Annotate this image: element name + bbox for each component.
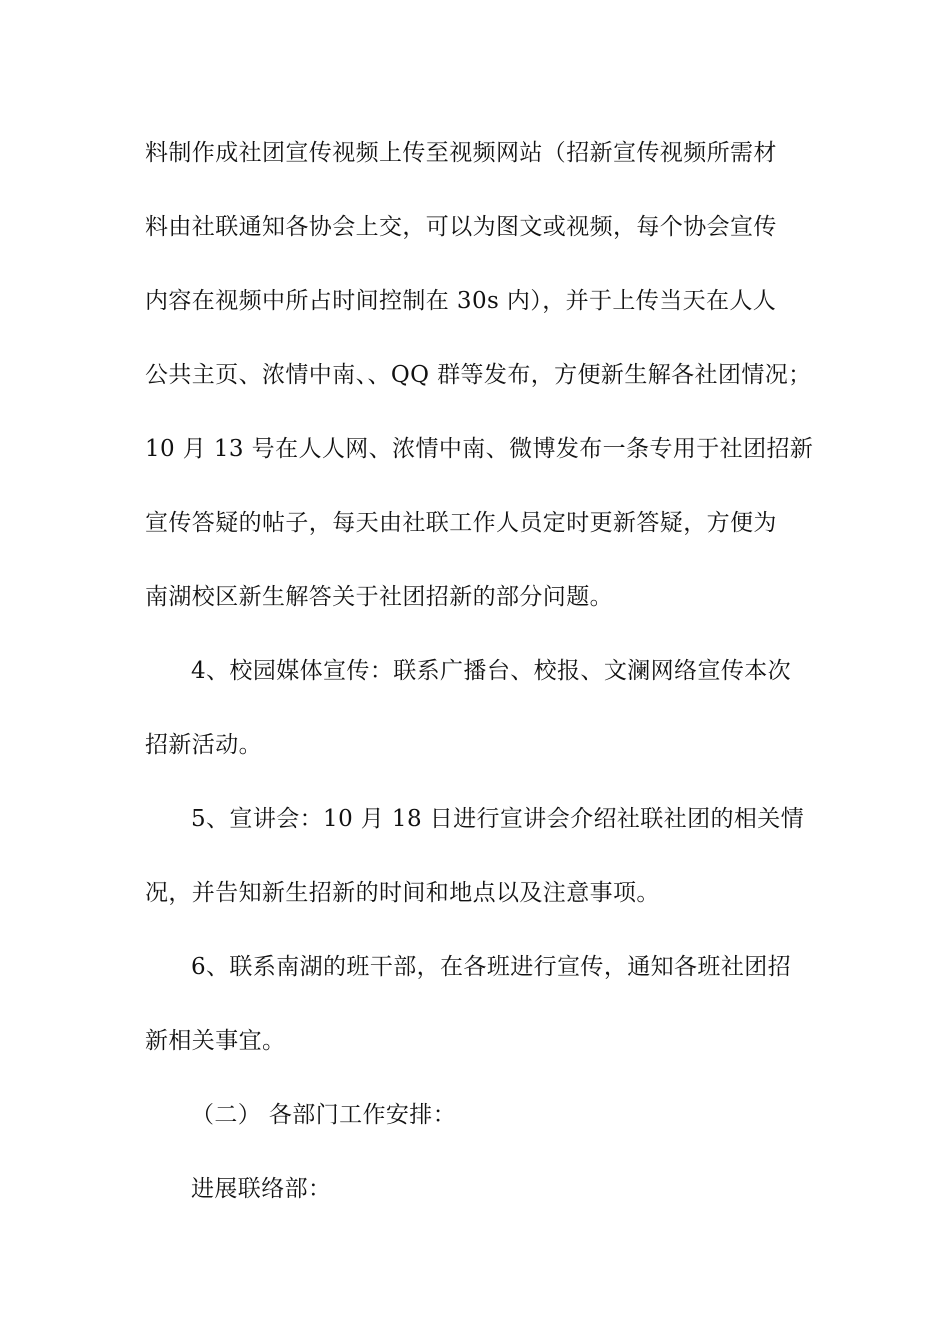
text-line-9: 招新活动。: [145, 732, 262, 758]
text-line-1: 料制作成社团宣传视频上传至视频网站（招新宣传视频所需材: [145, 140, 777, 166]
text-line-2: 料由社联通知各协会上交，可以为图文或视频，每个协会宣传: [145, 214, 777, 240]
text-line-3: 内容在视频中所占时间控制在 30s 内），并于上传当天在人人: [145, 288, 777, 314]
subsection-heading: 进展联络部：: [191, 1176, 332, 1202]
text-line-10: 5、宣讲会：10 月 18 日进行宣讲会介绍社联社团的相关情: [191, 806, 805, 832]
text-line-6: 宣传答疑的帖子，每天由社联工作人员定时更新答疑，方便为: [145, 510, 777, 536]
text-line-4: 公共主页、浓情中南、、QQ 群等发布，方便新生解各社团情况；: [145, 362, 812, 388]
document-body: [145, 116, 815, 1226]
text-line-5: 10 月 13 号在人人网、浓情中南、微博发布一条专用于社团招新: [145, 436, 814, 462]
text-line-7: 南湖校区新生解答关于社团招新的部分问题。: [145, 584, 613, 610]
section-heading: （二） 各部门工作安排：: [191, 1102, 457, 1128]
text-line-12: 6、联系南湖的班干部，在各班进行宣传，通知各班社团招: [191, 954, 792, 980]
text-line-11: 况，并告知新生招新的时间和地点以及注意事项。: [145, 880, 660, 906]
text-line-8: 4、校园媒体宣传：联系广播台、校报、文澜网络宣传本次: [191, 658, 792, 684]
text-line-13: 新相关事宜。: [145, 1028, 286, 1054]
